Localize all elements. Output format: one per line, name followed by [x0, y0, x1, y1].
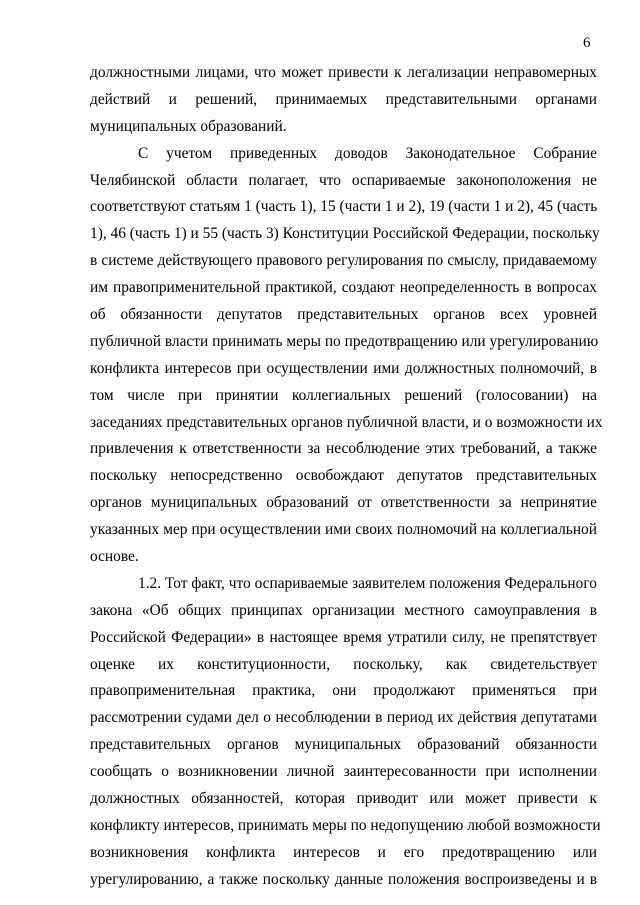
text-line: привлечения к ответственности за несоблюдение этих требований, а также	[90, 440, 597, 458]
text-line: об обязанности депутатов представительных органов всех уровней	[90, 306, 597, 324]
text-line: основе.	[90, 548, 139, 566]
text-line: муниципальных образований.	[90, 117, 287, 135]
text-line: урегулированию, а также поскольку данные положения воспроизведены и в	[90, 870, 597, 888]
text-line: С учетом приведенных доводов Законодательное Собрание	[138, 144, 597, 162]
text-line: Челябинской области полагает, что оспариваемые законоположения не	[90, 171, 597, 189]
text-line: конфликту интересов, принимать меры по недопущению любой возможности	[90, 816, 601, 834]
text-line: возникновения конфликта интересов и его предотвращению или	[90, 843, 597, 861]
page-number: 6	[583, 35, 591, 51]
text-line: им правоприменительной практикой, создают неопределенность в вопросах	[90, 279, 597, 297]
text-line: правоприменительная практика, они продолжают применяться при	[90, 682, 597, 700]
text-line: соответствуют статьям 1 (часть 1), 15 (части 1 и 2), 19 (части 1 и 2), 45 (часть	[90, 198, 598, 216]
text-line: заседаниях представительных органов публичной власти, и о возможности их	[90, 413, 603, 431]
text-line: конфликта интересов при осуществлении ими должностных полномочий, в	[90, 359, 597, 377]
paragraph	[90, 60, 597, 141]
text-line: закона «Об общих принципах организации местного самоуправления в	[90, 601, 597, 619]
text-line: 1.2. Тот факт, что оспариваемые заявителем положения Федерального	[138, 574, 597, 592]
text-line: том числе при принятии коллегиальных решений (голосовании) на	[90, 386, 597, 404]
text-line: рассмотрении судами дел о несоблюдении в период их действия депутатами	[90, 709, 597, 727]
text-line: должностными лицами, что может привести к легализации неправомерных	[90, 64, 597, 81]
text-line: указанных мер при осуществлении ими своих полномочий на коллегиальной	[90, 521, 597, 539]
document-body	[90, 60, 603, 894]
text-line: Российской Федерации» в настоящее время утратили силу, не препятствует	[90, 628, 597, 646]
text-line: 1), 46 (часть 1) и 55 (часть 3) Конституции Российской Федерации, поскольку	[90, 225, 600, 243]
text-line: действий и решений, принимаемых представительными органами	[90, 90, 597, 108]
text-line: сообщать о возникновении личной заинтересованности при исполнении	[90, 763, 597, 781]
text-line: в системе действующего правового регулирования по смыслу, придаваемому	[90, 252, 597, 270]
text-line: должностных обязанностей, которая приводит или может привести к	[90, 790, 597, 808]
paragraph	[90, 141, 603, 571]
text-line: органов муниципальных образований от ответственности за непринятие	[90, 494, 597, 512]
text-line: оценке их конституционности, поскольку, как свидетельствует	[90, 655, 597, 673]
text-line: поскольку непосредственно освобождают депутатов представительных	[90, 467, 597, 485]
text-line: публичной власти принимать меры по предотвращению или урегулированию	[90, 332, 599, 350]
text-line: представительных органов муниципальных образований обязанности	[90, 736, 597, 754]
paragraph	[90, 571, 601, 894]
